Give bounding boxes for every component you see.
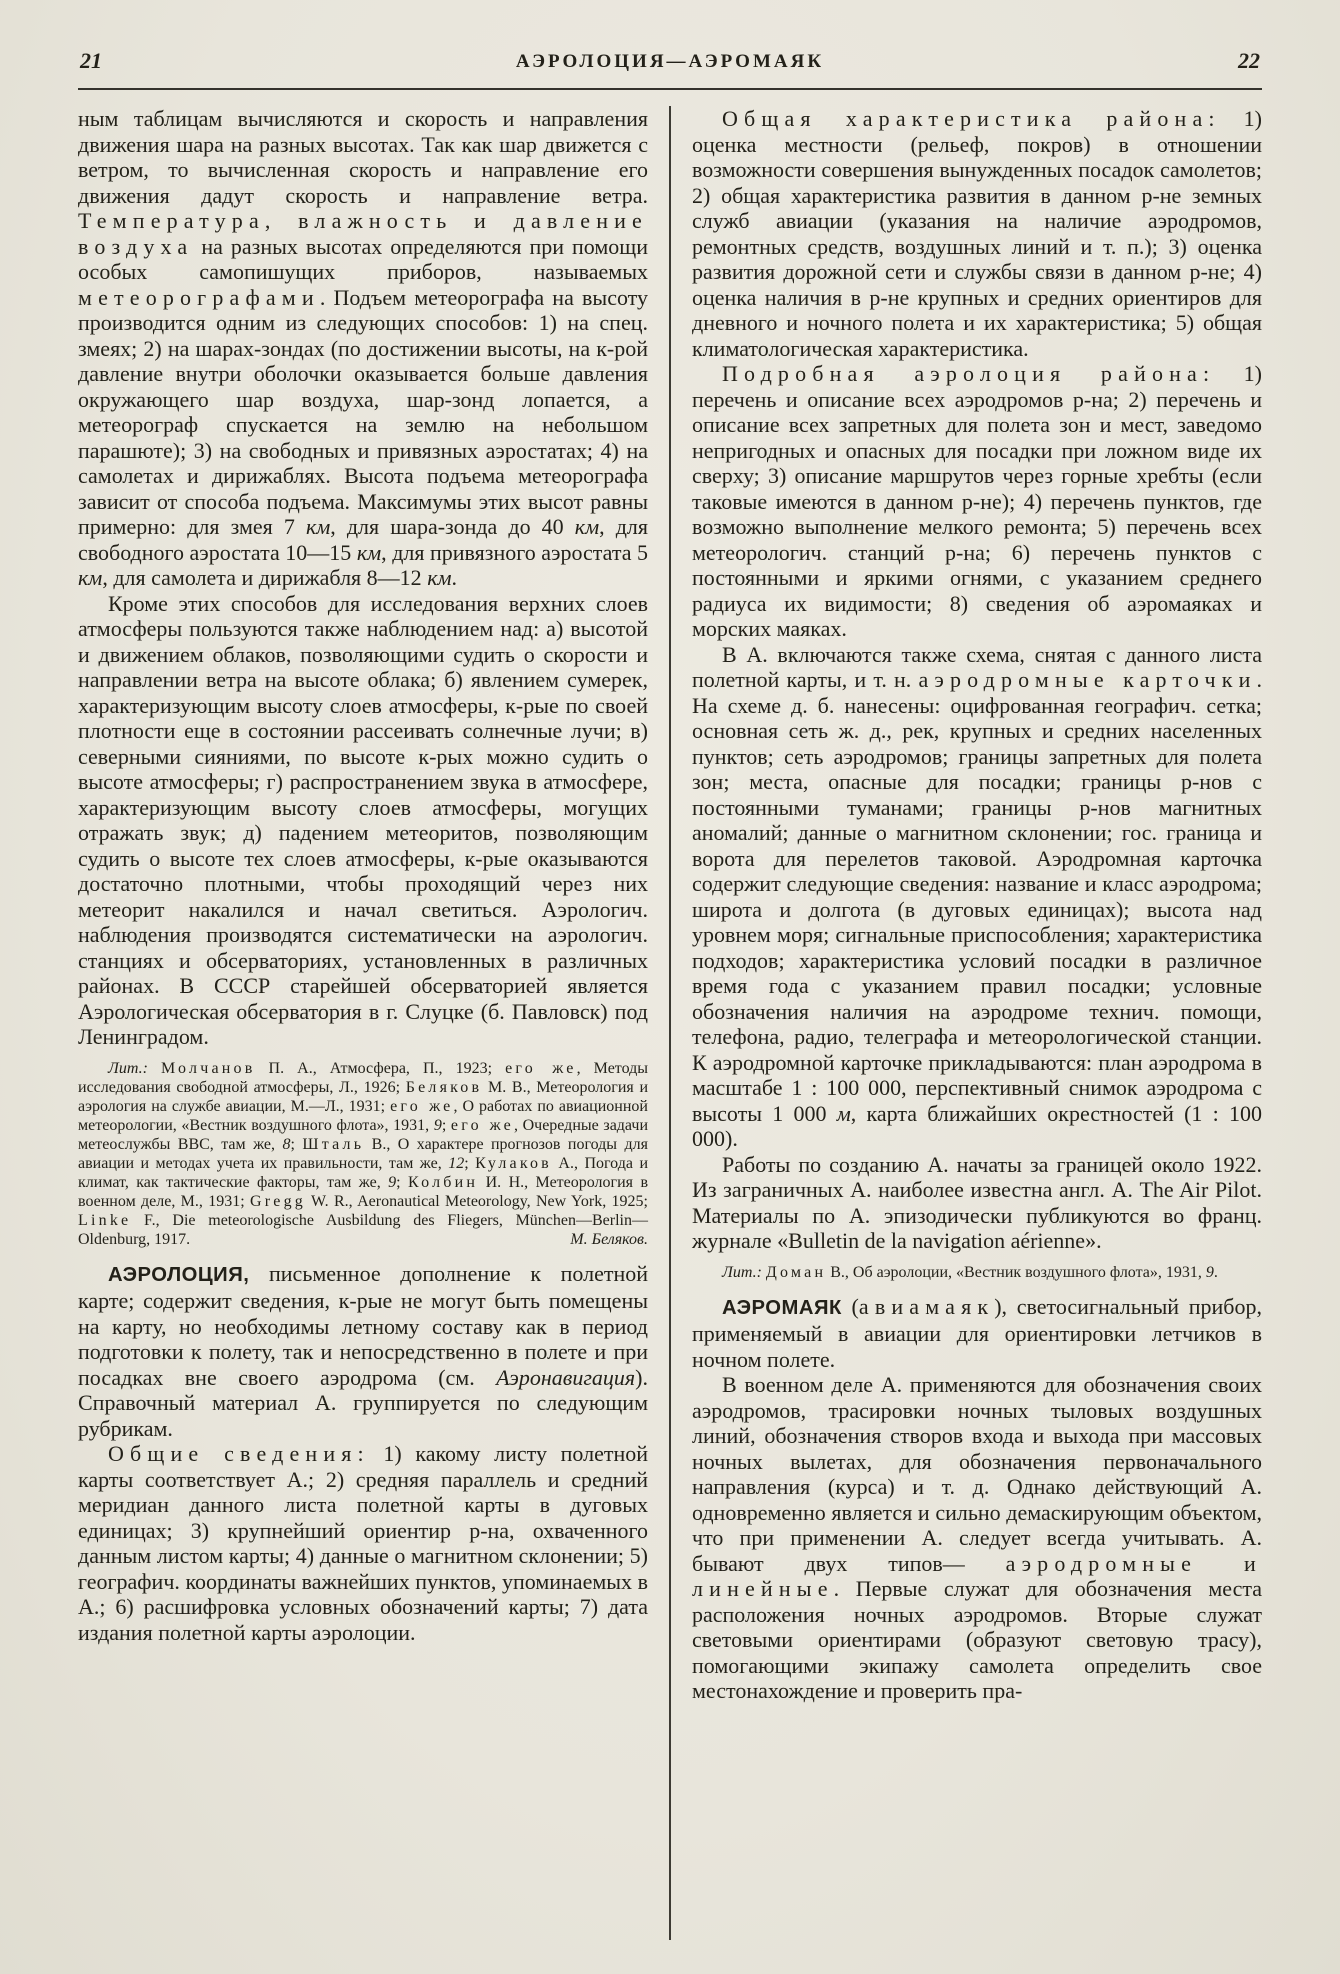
text-segment: Доман xyxy=(765,1263,827,1281)
text-segment: км xyxy=(427,565,452,590)
entry-aerolotsiya xyxy=(78,1261,648,1442)
text-segment: Общие сведения: xyxy=(108,1441,370,1466)
author-signature: М. Беляков. xyxy=(570,1230,648,1248)
text-segment: В., О характере прогнозов погоды для авиации и методах учета их правильности, там же, xyxy=(78,1135,648,1172)
text-segment: аэродромные и линейные xyxy=(692,1550,1262,1601)
page-number-right: 22 xyxy=(1238,48,1260,73)
text-segment: , О работах по авиационной метеорологии, «Вестник воздушного флота», 1931, xyxy=(78,1097,648,1134)
text-segment: 1) оценка местности (рельеф, покров) в отношении возможности совершения вынужденных посадок самолетов; 2) общая характеристика развития в данном р-не земных служб авиации (указания на наличие аэродромов, ремонтных средств, воздушных линий и т. п.); 3) оценка развития дорожной сети и службы связи в данном р-не; 4) оценка наличия в р-не крупных и средних ориентиров для дневного и ночного полета и их характеристика; 5) общая климатологическая характеристика. xyxy=(692,106,1262,361)
entry-aeromayak xyxy=(692,1294,1262,1373)
text-segment: аэродромные карточки xyxy=(918,667,1257,692)
paragraph-general-district-characteristics xyxy=(692,106,1262,361)
text-segment: км xyxy=(356,539,382,565)
text-segment: Общая характеристика района: xyxy=(722,106,1221,131)
paragraph-detailed-district-aerolotsiya xyxy=(692,361,1262,642)
text-segment: км xyxy=(305,514,331,539)
text-segment: , карта ближайших окрестностей (1 : 100 000). xyxy=(692,1100,1262,1151)
text-segment: его же xyxy=(505,1059,577,1077)
literature-block-aerolotsiya xyxy=(692,1263,1262,1282)
text-segment: . Подъем метеорографа на высоту производится одним из следующих способов: 1) на спец. змеях; 2) на шарах-зондах (по достижении высоты, на к-рой давление внутри оболочки оказывается больше давления окружающего шар воздуха, шар-зонд лопается, а метеорограф спускается на землю на небольшом парашюте); 3) на свободных и привязных аэростатах; 4) на самолетах и дирижаблях. Высота подъема метеорографа зависит от способа подъема. Максимумы этих высот равны примерно: для змея 7 xyxy=(78,284,648,539)
text-segment: В военном деле А. применяются для обозначения своих аэродромов, трасировки ночных тыловых воздушных линий, обозначения створов входа и выхода при массовых ночных вылетах, для обозначения первоначального направления (курса) и т. д. Однако действующий А. одновременно является и сильно демаскирующим объектом, что при применении А. следует всегда учитывать. А. бывают двух типов— xyxy=(692,1372,1262,1576)
text-segment: Кроме этих способов для исследования верхних слоев атмосферы пользуются также наблюдением над: а) высотой и движением облаков, позволяющими судить о скорости и направлении ветра на высоте облака; б) явлением сумерек, характеризующим высоту слоев атмосферы, к-рые по своей плотности еще в состоянии рассеивать солнечные лучи; в) северными сияниями, по высоте к-рых можно судить о высоте атмосферы; г) распространением звука в атмосфере, характеризующим высоту слоев атмосферы, могущих отражать звук; д) падением метеоритов, позволяющим судить о высоте тех слоев атмосферы, к-рые оказываются достаточно плотными, чтобы проходящий через них метеорит накалился и начал светиться. Аэрологич. наблюдения производятся систематически на аэрологич. станциях и обсерваториях, установленных в различных районах. В СССР старейшей обсерваторией является Аэрологическая обсерватория в г. Слуцке (б. Павловск) под Ленинградом. xyxy=(78,590,648,1049)
text-segment: , для свободного аэростата 10—15 xyxy=(78,514,648,565)
text-segment: Кулаков xyxy=(475,1154,552,1172)
text-segment: , Методы исследования свободной атмосферы, Л., 1926; xyxy=(78,1059,649,1096)
text-segment: его же xyxy=(390,1097,454,1115)
text-segment: 1) какому листу полетной карты соответствует А.; 2) средняя параллель и средний меридиан данного листа полетной карты в дуговых единицах; 3) крупнейший ориентир р-на, охваченного данным листом карты; 4) данные о магнитном склонении; 5) географич. координаты важнейших пунктов, упоминаемых в А.; 6) расшифровка условных обозначений карты; 7) дата издания полетной карты аэролоции. xyxy=(78,1441,648,1645)
text-segment: . xyxy=(451,565,458,590)
text-segment: ( xyxy=(841,1293,859,1319)
text-segment: метеорографами xyxy=(78,284,320,310)
text-segment: его же xyxy=(450,1116,514,1134)
text-segment: Лит.: xyxy=(108,1059,148,1077)
text-segment: Лит.: xyxy=(722,1263,762,1281)
text-segment: В А. включаются также схема, снятая с данного листа полетной карты, и т. н. xyxy=(692,641,1262,692)
text-segment: на разных высотах определяются при помощи особых самопишущих приборов, называемых xyxy=(78,233,648,284)
paragraph-aeromayak-military-use xyxy=(692,1372,1262,1704)
text-segment: Молчанов xyxy=(161,1059,256,1077)
text-segment: 12 xyxy=(448,1154,465,1172)
text-segment: Подробная аэролоция района: xyxy=(722,361,1216,386)
text-segment: 9 xyxy=(388,1173,397,1191)
text-segment: 8 xyxy=(282,1135,291,1153)
text-segment: , для шара-зонда до 40 xyxy=(330,514,575,539)
text-segment: Аэронавигация xyxy=(496,1364,636,1390)
text-segment: ; xyxy=(290,1135,303,1153)
text-segment: авиамаяк xyxy=(858,1293,995,1319)
text-segment: ), светосигнальный прибор, применяемый в авиации для ориентировки летчиков в ночном полете. xyxy=(692,1293,1262,1372)
text-segment: А., Погода и климат, как тактические факторы, там же, xyxy=(78,1154,649,1191)
header-rule xyxy=(78,88,1262,90)
text-segment: , для самолета и дирижабля 8—12 xyxy=(102,565,428,590)
text-segment: Колбин xyxy=(408,1173,479,1191)
left-column xyxy=(78,106,669,1940)
text-segment: Linke xyxy=(78,1211,132,1229)
text-segment: ). Справочный материал А. группируется по следующим рубрикам. xyxy=(78,1364,648,1441)
continuation-paragraph-meteorograph xyxy=(78,106,648,591)
page-number-left: 21 xyxy=(80,48,102,73)
text-columns xyxy=(78,106,1262,1940)
text-segment: И. Н., Метеорология в военном деле, М., 1931; xyxy=(78,1173,648,1210)
text-segment: 1) перечень и описание всех аэродромов р-на; 2) перечень и описание всех запретных для полета зон и мест, заведомо непригодных и опасных для посадки при ложном виде их сверху; 3) описание маршрутов через горные хребты (если таковые имеются в данном р-не); 4) перечень пунктов, где возможно выполнение мелкого ремонта; 5) перечень всех метеорологич. станций р-на; 6) перечень пунктов с постоянными и яркими огнями, с указанием среднего радиуса их видимости; 8) сведения об аэромаяках и морских маяках. xyxy=(692,361,1262,641)
text-segment: Gregg xyxy=(250,1192,306,1210)
text-segment: М. В., Метеорология и аэрология на службе авиации, М.—Л., 1931; xyxy=(78,1078,649,1115)
text-segment: ; xyxy=(396,1173,409,1191)
text-segment: W. R., Aeronautical Meteorology, New York, 1925; xyxy=(305,1192,648,1210)
entry-headword: АЭРОЛОЦИЯ, xyxy=(108,1263,250,1286)
text-segment: ; xyxy=(441,1116,451,1134)
paragraph-foreign-aerolotsiya xyxy=(692,1152,1262,1254)
text-segment: км xyxy=(574,514,600,539)
text-segment: ; xyxy=(464,1154,476,1172)
text-segment: В., Об аэролоции, «Вестник воздушного флота», 1931, xyxy=(826,1263,1206,1281)
text-segment: . xyxy=(1213,1263,1218,1281)
running-title: АЭРОЛОЦИЯ—АЭРОМАЯК xyxy=(515,51,825,72)
text-segment: ным таблицам вычисляются и скорость и направления движения шара на разных высотах. Так как шар движется с ветром, то вычисленная скорость и направление его движения дадут скорость и направление ветра. xyxy=(78,106,648,208)
text-segment: . На схеме д. б. нанесены: оцифрованная географич. сетка; основная сеть ж. д., рек, крупных и средних населенных пунктов; сеть аэродромов; границы запретных для полета зон; места, опасные для посадки; границы р-нов с постоянными туманами; границы р-нов магнитных аномалий; данные о магнитном склонении; гос. граница и ворота для перелетов таковой. Аэродромная карточка содержит следующие сведения: название и класс аэродрома; широта и долгота (в дуговых единицах); высота над уровнем моря; сигнальные приспособления; характеристика подходов; характеристика условий посадки в различное время года с указанием правил посадки; условные обозначения наличия на аэродроме технич. помощи, телефона, радио, телеграфа и метеорологической станции. К аэродромной карточке прикладываются: план аэродрома в масштабе 1 : 100 000, перспективный снимок аэродрома с высоты 1 000 xyxy=(692,667,1262,1126)
text-segment: П. А., Атмосфера, П., 1923; xyxy=(255,1059,506,1077)
paragraph-upper-atmosphere-observations xyxy=(78,591,648,1050)
text-segment: F., Die meteorologische Ausbildung des Fliegers, München—Berlin—Oldenburg, 1917. xyxy=(78,1211,648,1248)
literature-block-aerology xyxy=(78,1059,648,1249)
text-segment: письменное дополнение к полетной карте; содержит сведения, к-рые не могут быть помещены на карту, но необходимы летному составу как в период подготовки к полету, так и непосредственно в полете и при посадках вне своего аэродрома (см. xyxy=(78,1260,648,1390)
text-segment: 9 xyxy=(1205,1263,1214,1281)
text-segment xyxy=(148,1060,161,1077)
text-segment: , Очередные задачи метеослужбы ВВС, там же, xyxy=(78,1116,649,1153)
text-segment: Беляков xyxy=(405,1078,483,1096)
right-column xyxy=(671,106,1262,1940)
text-segment: . Первые служат для обозначения места расположения ночных аэродромов. Вторые служат световыми ориентирами (образуют световую трасу), помогающими экипажу самолета определить свое местонахождение и проверить пра- xyxy=(692,1576,1262,1703)
text-segment: км xyxy=(78,565,103,590)
entry-headword: АЭРОМАЯК xyxy=(722,1296,842,1319)
text-segment: м xyxy=(836,1100,851,1126)
text-segment: , для привязного аэростата 5 xyxy=(381,539,649,565)
text-segment: 9 xyxy=(433,1116,442,1134)
page-header xyxy=(80,48,1260,80)
paragraph-aerodrome-cards xyxy=(692,642,1262,1152)
text-segment: Шталь xyxy=(302,1135,365,1153)
text-segment: Температура, влажность и давление воздуха xyxy=(78,208,648,259)
text-segment: Работы по созданию А. начаты за границей около 1922. Из заграничных А. наиболее известна англ. А. The Air Pilot. Материалы по А. эпизодически публикуются во франц. журнале «Bulletin de la navigation aérienne». xyxy=(692,1151,1262,1253)
paragraph-general-information xyxy=(78,1441,648,1645)
